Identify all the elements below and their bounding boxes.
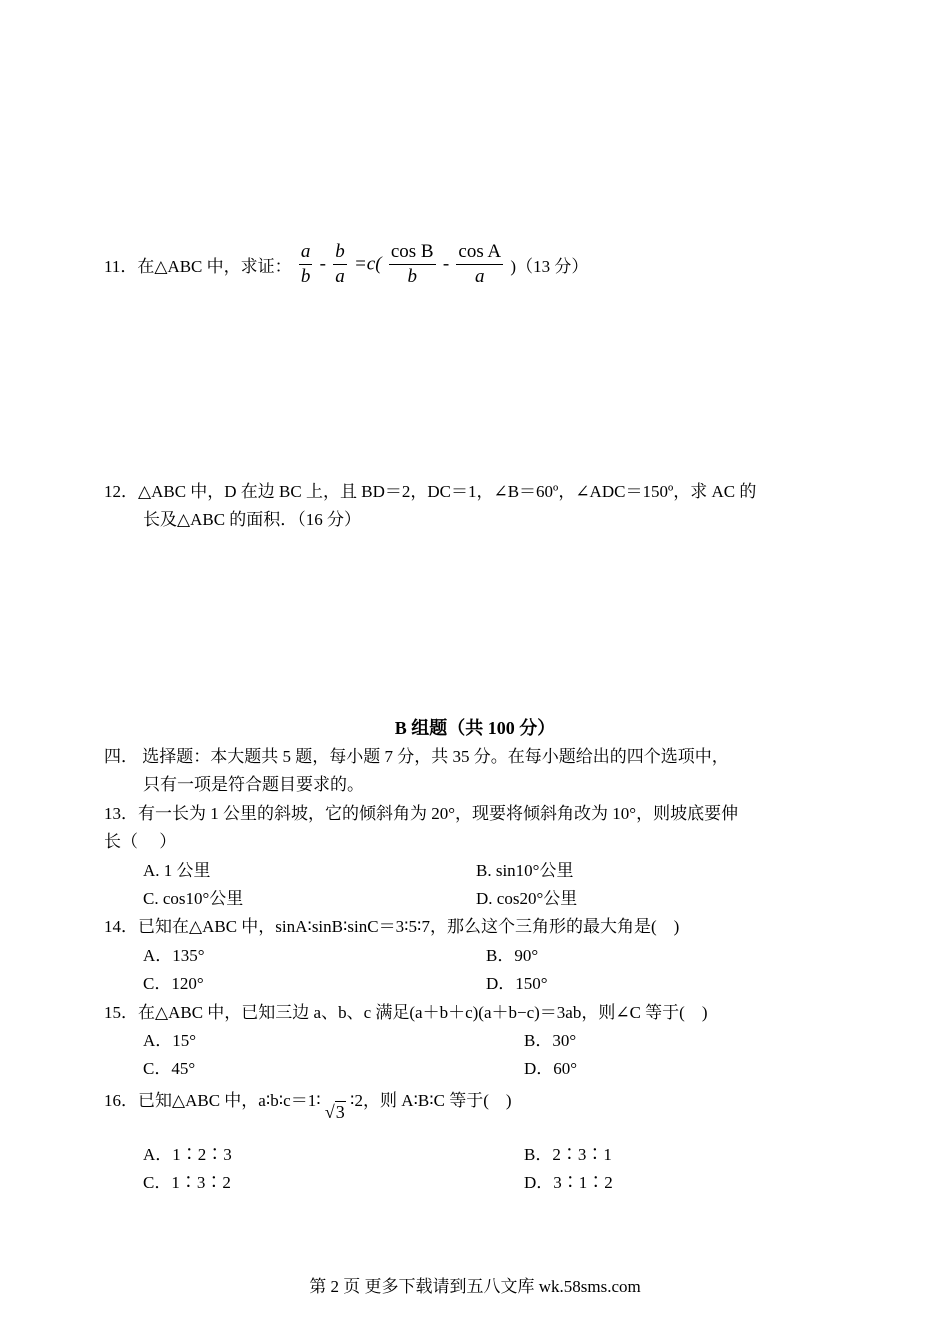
q14-option-d: D．150° — [486, 974, 548, 993]
fraction-cosb-over-b — [389, 240, 436, 289]
fraction-numerator: a — [299, 240, 313, 265]
question-12-line-2: 长及△ABC 的面积．（16 分） — [143, 510, 362, 529]
q11-prefix: 11．在△ABC 中，求证： — [104, 257, 292, 276]
equals-c-paren: =c( — [353, 253, 382, 275]
minus-sign: - — [319, 253, 326, 275]
fraction-b-over-a — [333, 240, 347, 289]
q11-suffix: )（13 分） — [510, 257, 589, 276]
fraction-denominator: a — [335, 266, 345, 287]
q16-option-d: D．3∶1∶2 — [524, 1173, 613, 1192]
page-footer: 第 2 页 更多下载请到五八文库 wk.58sms.com — [309, 1277, 641, 1296]
q15-option-d: D．60° — [524, 1059, 578, 1078]
fraction-a-over-b — [299, 240, 313, 289]
question-14-stem: 14．已知在△ABC 中，sinA∶sinB∶sinC＝3∶5∶7，那么这个三角形的最大角是( ) — [104, 917, 680, 936]
q16-stem-part-2: ∶2，则 A∶B∶C 等于( ) — [350, 1091, 512, 1110]
q13-option-b: B. sin10°公里 — [476, 861, 574, 880]
q13-option-a: A. 1 公里 — [143, 861, 211, 880]
question-13-line-1: 13．有一长为 1 公里的斜坡，它的倾斜角为 20°，现要将倾斜角改为 10°，则坡底要伸 — [104, 804, 739, 823]
q16-option-a: A．1∶2∶3 — [143, 1145, 232, 1164]
q16-option-b: B．2∶3∶1 — [524, 1145, 612, 1164]
minus-sign: - — [442, 253, 450, 275]
q14-option-b: B．90° — [486, 946, 539, 965]
question-15-stem: 15．在△ABC 中，已知三边 a、b、c 满足(a＋b＋c)(a＋b−c)＝3ab，则∠C 等于( ) — [104, 1003, 708, 1022]
sqrt-3: √3 — [324, 1102, 345, 1122]
q13-option-c: C. cos10°公里 — [143, 889, 244, 908]
fraction-denominator: b — [407, 266, 417, 287]
question-12-line-1: 12．△ABC 中，D 在边 BC 上，且 BD＝2，DC＝1，∠B＝60º，∠ADC＝150º，求 AC 的 — [104, 482, 757, 501]
fraction-cosa-over-a — [456, 240, 503, 289]
q16-stem-part-1: 16．已知△ABC 中，a∶b∶c＝1∶ — [104, 1091, 321, 1110]
q14-option-c: C．120° — [143, 974, 204, 993]
question-13-line-2: 长（ ） — [104, 832, 177, 851]
question-11 — [104, 240, 588, 289]
q15-option-c: C．45° — [143, 1059, 196, 1078]
fraction-denominator: b — [300, 266, 311, 287]
part-4-line-1: 四． 选择题：本大题共 5 题，每小题 7 分，共 35 分。在每小题给出的四个选项中， — [104, 747, 729, 766]
question-16-stem — [104, 1086, 512, 1122]
fraction-numerator: cos A — [456, 240, 503, 265]
fraction-numerator: cos B — [389, 240, 436, 265]
q15-option-b: B．30° — [524, 1031, 577, 1050]
q14-option-a: A．135° — [143, 946, 205, 965]
section-b-title: B 组题（共 100 分） — [394, 718, 556, 738]
q16-option-c: C．1∶3∶2 — [143, 1173, 231, 1192]
sqrt-radicand: 3 — [335, 1102, 345, 1122]
q15-option-a: A．15° — [143, 1031, 197, 1050]
fraction-numerator: b — [333, 240, 347, 265]
fraction-denominator: a — [475, 266, 485, 287]
q13-option-d: D. cos20°公里 — [476, 889, 578, 908]
part-4-line-2: 只有一项是符合题目要求的。 — [143, 775, 364, 794]
